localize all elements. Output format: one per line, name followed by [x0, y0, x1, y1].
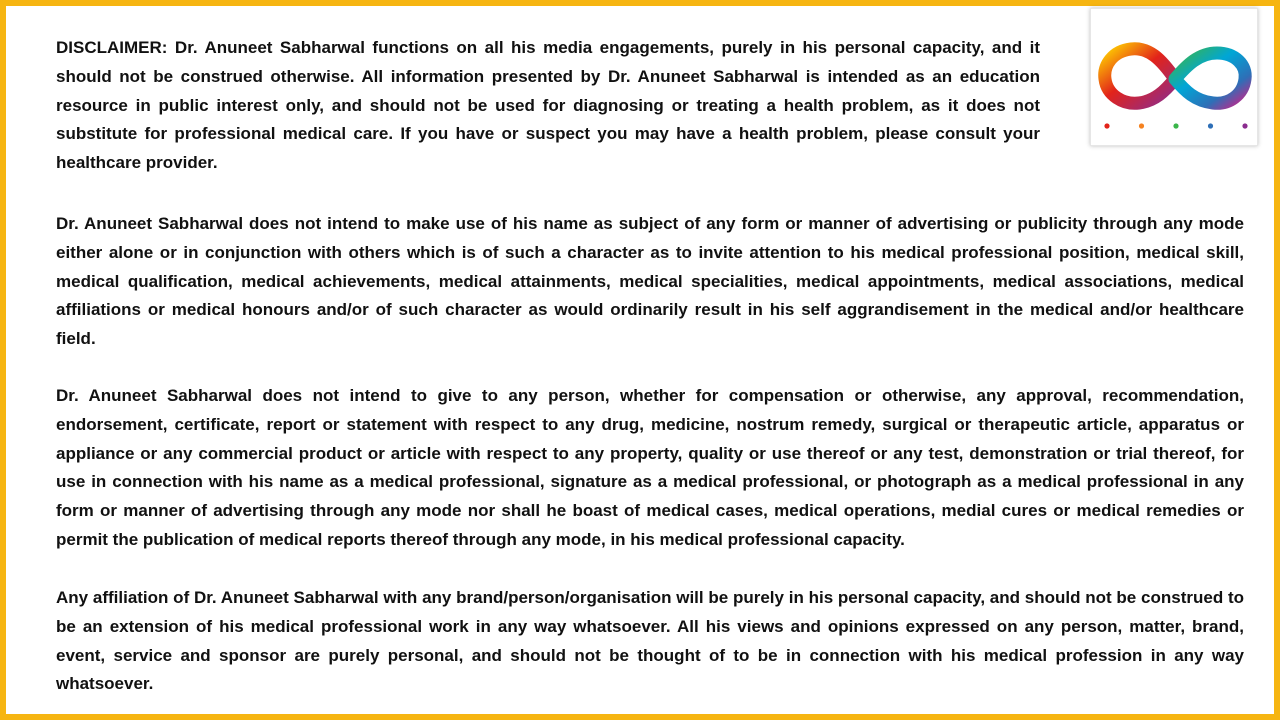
affiliation-paragraph: Any affiliation of Dr. Anuneet Sabharwal with any brand/person/organisation will be purely in his personal capacity, and should not be construed to be an extension of his medical professional work in any way whatsoever. All his views and opinions expressed on any person, matter, brand, event, service and sponsor are purely personal, and should not be thought of to be in connection with his medical profession in any way whatsoever. — [56, 588, 1244, 694]
logo-card — [1090, 8, 1258, 146]
disclaimer-paragraph: DISCLAIMER: Dr. Anuneet Sabharwal functions on all his media engagements, purely in his personal capacity, and it should not be construed otherwise. All information presented by Dr. Anuneet Sabharwal is intended as an education resource in public interest only, and should not be used for diagnosing or treating a health problem, as it does not substitute for professional medical care. If you have or suspect you may have a health problem, please consult your healthcare provider. — [56, 38, 1040, 173]
logo-dot — [1242, 123, 1247, 128]
logo-dot — [1208, 123, 1213, 128]
logo-dot — [1139, 123, 1144, 128]
logo-dots — [1091, 9, 1259, 147]
advertising-paragraph: Dr. Anuneet Sabharwal does not intend to make use of his name as subject of any form or manner of advertising or publicity through any mode either alone or in conjunction with others which is of such a character as to invite attention to his medical professional position, medical skill, medical qualification, medical achievements, medical attainments, medical specialities, medical appointments, medical associations, medical affiliations or medical honours and/or of such character as would ordinarily result in his self aggrandisement in the medical and/or healthcare field. — [56, 214, 1244, 349]
logo-dot — [1104, 123, 1109, 128]
logo-dot — [1173, 123, 1178, 128]
endorsement-paragraph: Dr. Anuneet Sabharwal does not intend to give to any person, whether for compensation or otherwise, any approval, recommendation, endorsement, certificate, report or statement with respect to any drug, medicine, nostrum remedy, surgical or therapeutic article, apparatus or appliance or any commercial product or article with respect to any property, quality or use thereof or any test, demonstration or trial thereof, for use in connection with his name as a medical professional, signature as a medical professional, or photograph as a medical professional in any form or manner of advertising through any mode nor shall he boast of medical cases, medical operations, medial cures or medical remedies or permit the publication of medical reports thereof through any mode, in his medical professional capacity. — [56, 386, 1244, 549]
